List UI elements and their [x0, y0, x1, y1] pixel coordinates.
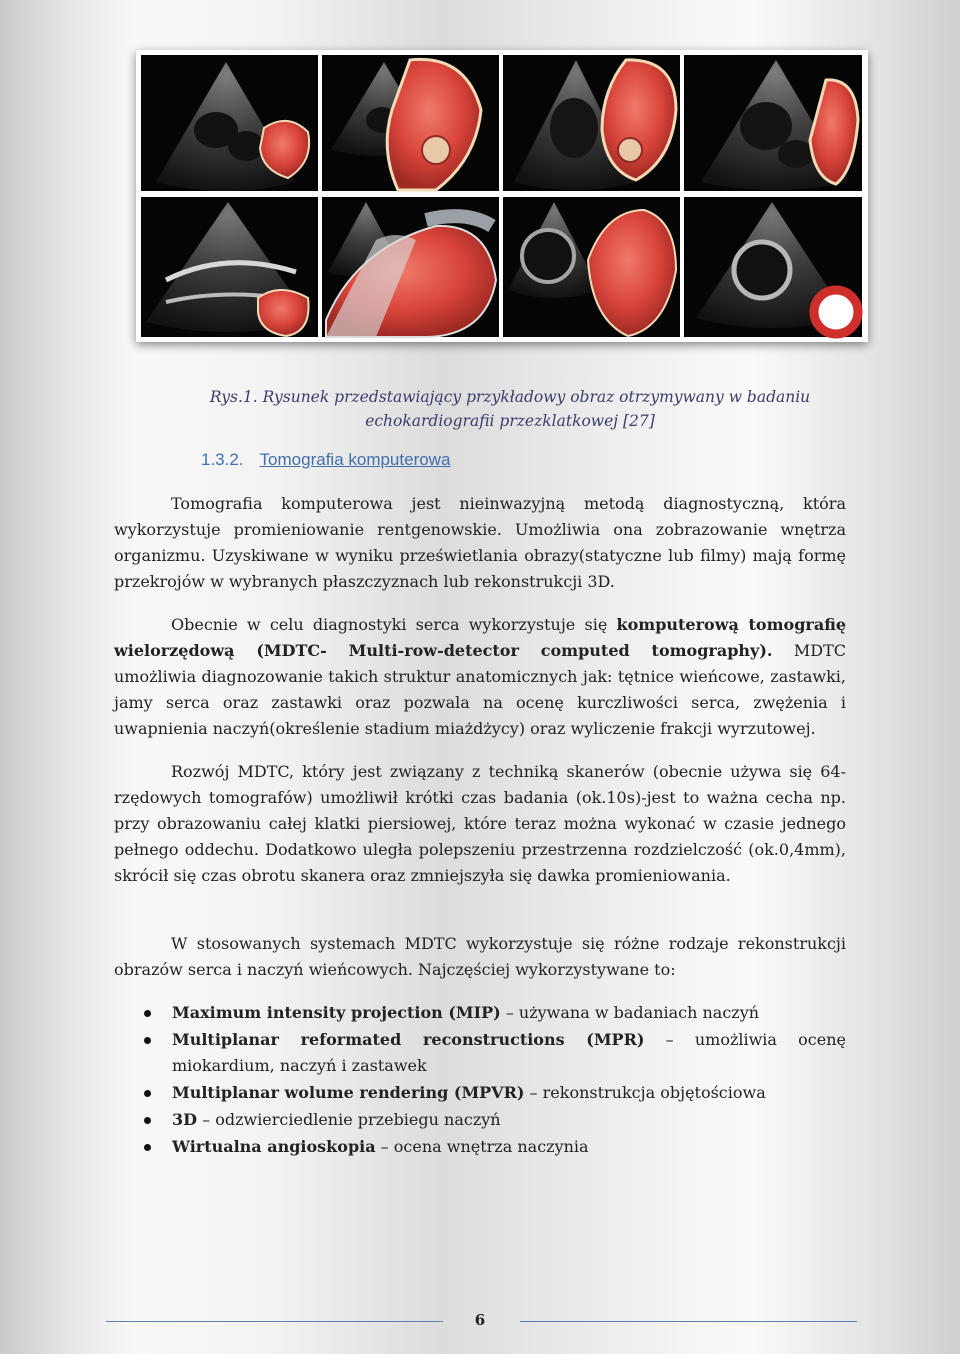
list-item: Maximum intensity projection (MIP) – używana w badaniach naczyń — [114, 1000, 846, 1026]
mdtc-term: komputerową tomografię wielorzędową (MDTC- Multi-row-detector computed tomography). — [114, 615, 846, 660]
list-item: Multiplanar reformated reconstructions (MPR) – umożliwia ocenę miokardium, naczyń i zastawek — [114, 1027, 846, 1079]
footer-divider-right — [520, 1321, 857, 1322]
caption-line-1: Rys.1. Rysunek przedstawiający przykładowy obraz otrzymywany w badaniu — [209, 388, 811, 406]
section-number: 1.3.2. — [201, 450, 244, 469]
figure-label: Rys.1. — [209, 388, 258, 406]
list-item: Multiplanar wolume rendering (MPVR) – rekonstrukcja objętościowa — [114, 1080, 846, 1106]
reconstruction-list — [114, 1000, 846, 1161]
caption-line-2: echokardiografii przezklatkowej [27] — [365, 412, 655, 430]
section-heading — [201, 450, 450, 470]
paragraph-development: Rozwój MDTC, który jest związany z techniką skanerów (obecnie używa się 64-rzędowych tomografów) umożliwił krótki czas badania (ok.10s)-jest to ważna cecha np. przy obrazowaniu całej klatki piersiowej, które teraz można wykonać w czasie jednego pełnego oddechu. Dodatkowo uległa polepszeniu przestrzenna rozdzielczość (ok.0,4mm), skrócił się czas obrotu skanera oraz zmniejszyła się dawka promieniowania. — [114, 762, 846, 885]
list-item: 3D – odzwierciedlenie przebiegu naczyń — [114, 1107, 846, 1133]
figure-caption — [190, 385, 830, 433]
section-title: Tomografia komputerowa — [259, 450, 451, 469]
paragraph-reconstructions: W stosowanych systemach MDTC wykorzystuje się różne rodzaje rekonstrukcji obrazów serca i naczyń wieńcowych. Najczęściej wykorzystywane to: — [114, 934, 846, 979]
list-item: Wirtualna angioskopia – ocena wnętrza naczynia — [114, 1134, 846, 1160]
paragraph-intro: Tomografia komputerowa jest nieinwazyjną metodą diagnostyczną, która wykorzystuje promieniowanie rentgenowskie. Umożliwia ona zobrazowanie wnętrza organizmu. Uzyskiwane w wyniku prześwietlania obrazy(statyczne lub filmy) mają formę przekrojów w wybranych płaszczyznach lub rekonstrukcji 3D. — [114, 494, 846, 591]
echo-image-grid — [136, 50, 868, 342]
page-number: 6 — [474, 1311, 486, 1329]
paragraph-mdtc: Obecnie w celu diagnostyki serca wykorzystuje się komputerową tomografię wielorzędową (MDTC- Multi-row-detector computed tomography). MDTC umożliwia diagnozowanie takich struktur anatomicznych jak: tętnice wieńcowe, zastawki, jamy serca oraz zastawki oraz pozwala na ocenę kurczliwości serca, zwężenia i uwapnienia naczyń(określenie stadium miażdżycy) oraz wyliczenie frakcji wyrzutowej. — [114, 615, 846, 738]
echocardiography-figure — [136, 50, 868, 342]
footer-divider-left — [106, 1321, 443, 1322]
